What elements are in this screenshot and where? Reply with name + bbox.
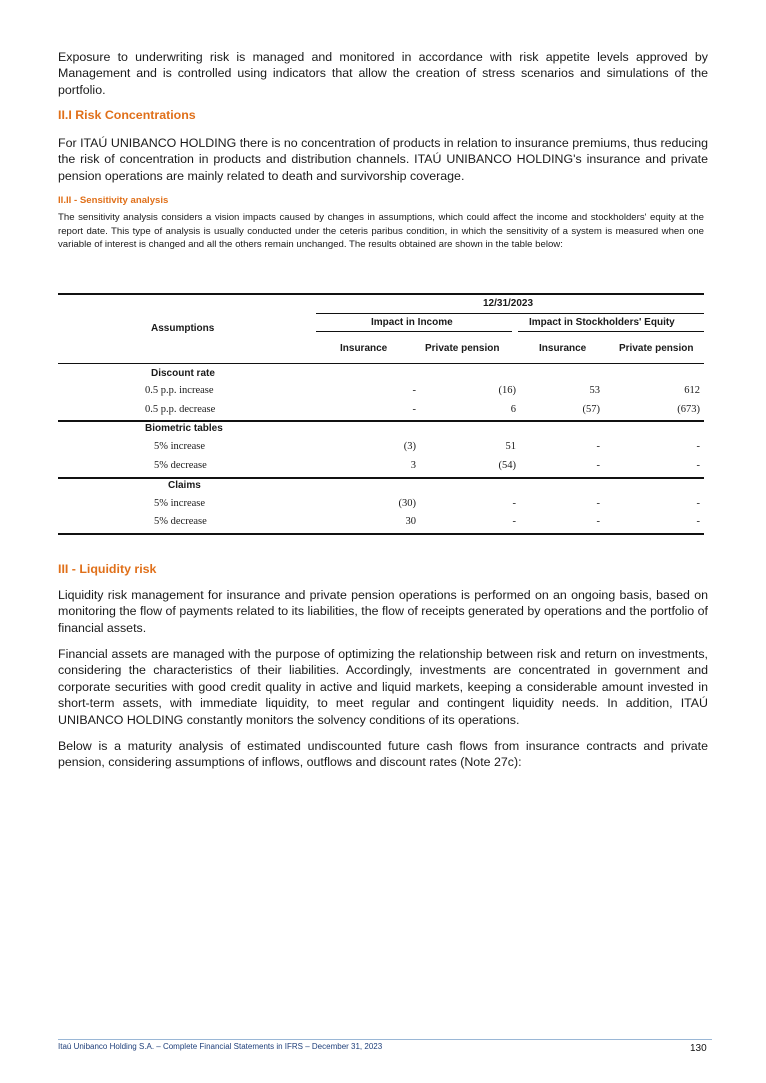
section-rule	[58, 420, 704, 422]
value-pension-income: -	[512, 516, 516, 527]
row-label: 0.5 p.p. decrease	[145, 404, 216, 415]
value-pension-equity: -	[696, 498, 700, 509]
section-rule	[58, 477, 704, 479]
liquidity-paragraph-2: Financial assets are managed with the purpose of optimizing the relationship between risk and return on investments, considering the characteristics of their liabilities. Accordingly, investments are concentrated in government and corporate securities with good credit quality in active and liquid markets, keeping a considerable amount invested in short-term assets, with immediate liquidity, to meet regular and contingent liquidity needs. In addition, ITAÚ UNIBANCO HOLDING constantly monitors the solvency conditions of its operations.	[58, 647, 708, 727]
sensitivity-table	[58, 293, 704, 538]
value-insurance-income: -	[412, 385, 416, 396]
impact-equity-header: Impact in Stockholders' Equity	[529, 317, 675, 328]
value-insurance-income: 30	[405, 516, 416, 527]
row-label: 5% decrease	[154, 460, 207, 471]
section-title-biometric-tables: Biometric tables	[145, 423, 223, 434]
sensitivity-analysis-heading: II.II - Sensitivity analysis	[58, 195, 169, 206]
value-insurance-equity: -	[596, 498, 600, 509]
value-pension-income: 51	[505, 441, 516, 452]
value-insurance-equity: -	[596, 516, 600, 527]
value-pension-income: (16)	[498, 385, 516, 396]
impact-income-rule	[316, 331, 512, 332]
value-pension-income: 6	[510, 404, 516, 415]
page-number: 130	[690, 1043, 707, 1054]
col-header-insurance-income: Insurance	[340, 343, 388, 354]
value-insurance-equity: -	[596, 460, 600, 471]
value-insurance-income: (3)	[403, 441, 416, 452]
date-header-rule	[316, 313, 704, 314]
assumptions-header: Assumptions	[151, 323, 215, 334]
col-header-insurance-equity: Insurance	[539, 343, 587, 354]
impact-equity-rule	[518, 331, 704, 332]
value-insurance-income: -	[412, 404, 416, 415]
row-label: 5% decrease	[154, 516, 207, 527]
row-label: 5% increase	[154, 498, 206, 509]
header-bottom-rule	[58, 363, 704, 364]
value-insurance-equity: -	[596, 441, 600, 452]
row-label: 0.5 p.p. increase	[145, 385, 214, 396]
col-header-pension-income: Private pension	[425, 343, 500, 354]
footer-rule	[58, 1039, 712, 1040]
value-insurance-equity: 53	[589, 385, 600, 396]
value-pension-equity: -	[696, 460, 700, 471]
liquidity-paragraph-3: Below is a maturity analysis of estimated undiscounted future cash flows from insurance contracts and private pension, considering assumptions of inflows, outflows and discount rates (Note 27c):	[58, 739, 708, 770]
footer-text: Itaú Unibanco Holding S.A. – Complete Financial Statements in IFRS – December 31, 2023	[58, 1042, 383, 1051]
risk-concentrations-paragraph: For ITAÚ UNIBANCO HOLDING there is no concentration of products in relation to insurance premiums, thus reducing the risk of concentration in products and distribution channels. ITAÚ UNIBANCO HOLDING's insurance and private pension operations are mainly related to death and survivorship coverage.	[58, 136, 708, 183]
value-pension-equity: -	[696, 441, 700, 452]
intro-paragraph: Exposure to underwriting risk is managed and monitored in accordance with risk appetite levels approved by Management and is controlled using indicators that allow the creation of stress scenarios and simulations of the portfolio.	[58, 50, 708, 97]
table-bottom-rule	[58, 533, 704, 535]
value-insurance-equity: (57)	[582, 404, 600, 415]
value-pension-equity: -	[696, 516, 700, 527]
liquidity-paragraph-1: Liquidity risk management for insurance and private pension operations is performed on an ongoing basis, based on monitoring the flow of payments related to its liabilities, the flow of receipts generated by operations and the portfolio of financial assets.	[58, 588, 708, 635]
sensitivity-analysis-paragraph: The sensitivity analysis considers a vision impacts caused by changes in assumptions, which could affect the income and stockholders' equity at the report date. This type of analysis is usually conducted under the ceteris paribus condition, in which the sensitivity of a system is measured when one variable of interest is changed and all the others remain unchanged. The results obtained are shown in the table below:	[58, 212, 704, 251]
row-label: 5% increase	[154, 441, 206, 452]
table-top-rule	[58, 293, 704, 295]
table-date-header: 12/31/2023	[483, 298, 534, 309]
value-pension-equity: 612	[684, 385, 700, 396]
value-insurance-income: 3	[410, 460, 416, 471]
col-header-pension-equity: Private pension	[619, 343, 694, 354]
value-pension-income: (54)	[498, 460, 516, 471]
risk-concentrations-heading: II.I Risk Concentrations	[58, 108, 196, 122]
value-pension-equity: (673)	[677, 404, 700, 415]
liquidity-risk-heading: III - Liquidity risk	[58, 562, 157, 576]
impact-income-header: Impact in Income	[371, 317, 453, 328]
section-title-claims: Claims	[168, 480, 201, 491]
value-insurance-income: (30)	[398, 498, 416, 509]
value-pension-income: -	[512, 498, 516, 509]
section-title-discount-rate: Discount rate	[151, 368, 215, 379]
